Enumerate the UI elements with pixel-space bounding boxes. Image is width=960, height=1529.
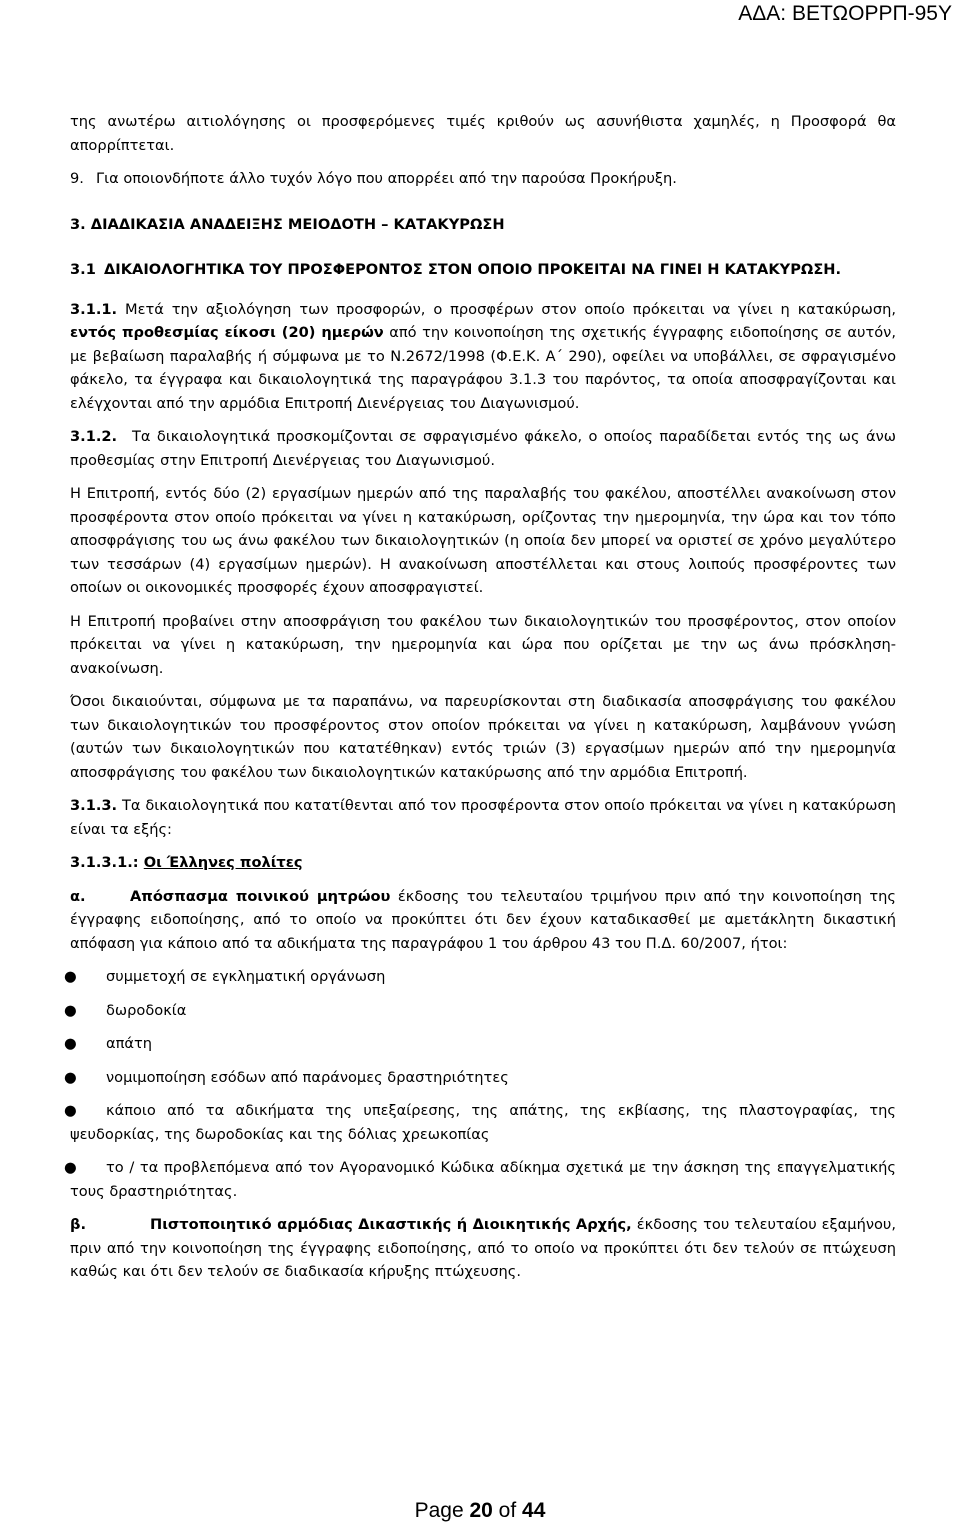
- section-3-title: ΔΙΑΔΙΚΑΣΙΑ ΑΝΑΔΕΙΞΗΣ ΜΕΙΟΔΟΤΗ – ΚΑΤΑΚΥΡΩΣΗ: [90, 215, 505, 233]
- item-9-number: 9.: [70, 170, 84, 187]
- item-a-title: Απόσπασμα ποινικού μητρώου: [130, 887, 391, 905]
- bullet-icon: ●: [64, 1001, 77, 1019]
- offences-list: [64, 965, 896, 1203]
- item-9-text: Για οποιονδήποτε άλλο τυχόν λόγο που απορρέει από την παρούσα Προκήρυξη.: [96, 170, 677, 187]
- section-3-1-title: ΔΙΚΑΙΟΛΟΓΗΤΙΚΑ ΤΟΥ ΠΡΟΣΦΕΡΟΝΤΟΣ ΣΤΟΝ ΟΠΟΙΟ ΠΡΟΚΕΙΤΑΙ ΝΑ ΓΙΝΕΙ Η ΚΑΤΑΚΥΡΩΣΗ.: [104, 261, 842, 278]
- section-3-1-heading: [70, 258, 896, 282]
- item-a: [70, 885, 896, 956]
- eligible-paragraph: Όσοι δικαιούνται, σύμφωνα με τα παραπάνω, να παρευρίσκονται στη διαδικασία αποσφράγισης του φακέλου των δικαιολογητικών του προσφέροντος στον οποίον πρόκειται να γίνει η κατακύρωση, λαμβάνουν γνώση (αυτών των δικαιολογητικών που κατατέθηκαν) εντός τριών (3) εργασίμων ημερών από την ημερομηνία αποσφράγισης του φακέλου των δικαιολογητικών κατακύρωσης από την αρμόδια Επιτροπή.: [70, 693, 896, 781]
- document-body: [64, 110, 896, 1284]
- item-9: [70, 167, 896, 191]
- intro-paragraph: της ανωτέρω αιτιολόγησης οι προσφερόμενες τιμές κριθούν ως ασυνήθιστα χαμηλές, η Προσφορά θα απορρίπτεται.: [70, 113, 896, 154]
- list-item: ● συμμετοχή σε εγκληματική οργάνωση: [70, 965, 896, 989]
- paragraph-3-1-3-text: Τα δικαιολογητικά που κατατίθενται από τον προσφέροντα στον οποίο πρόκειται να γίνει η κατακύρωση είναι τα εξής:: [70, 797, 896, 838]
- paragraph-3-1-1-text-a: Μετά την αξιολόγηση των προσφορών, ο προσφέρων στον οποίο πρόκειται να γίνει η κατακύρωση,: [125, 300, 896, 318]
- committee-paragraph-2: Η Επιτροπή προβαίνει στην αποσφράγιση του φακέλου των δικαιολογητικών του προσφέροντος, στον οποίον πρόκειται να γίνει η κατακύρωση, την ημερομηνία και ώρα που ορίζεται με την ως άνω πρόσκληση-ανακοίνωση.: [70, 612, 896, 677]
- paragraph-3-1-3-number: 3.1.3.: [70, 797, 118, 814]
- bullet-icon: ●: [64, 1102, 77, 1119]
- footer-prefix: Page: [414, 1499, 470, 1522]
- list-item: ● κάποιο από τα αδικήματα της υπεξαίρεσης, της απάτης, της εκβίασης, της πλαστογραφίας, της ψευδορκίας, της δωροδοκίας και της δόλιας χρεωκοπίας: [70, 1099, 896, 1146]
- subsection-3-1-3-1-number: 3.1.3.1.:: [70, 854, 139, 871]
- bullet-icon: ●: [64, 968, 77, 985]
- list-item: ● απάτη: [70, 1032, 896, 1056]
- paragraph-3-1-1: [70, 298, 896, 416]
- item-b-text: έκδοσης του τελευταίου εξαμήνου, πριν από την κοινοποίηση της έγγραφης ειδοποίησης, από το οποίο να προκύπτει ότι δεν τελούν σε πτώχευση καθώς και ότι δεν τελούν σε διαδικασία κήρυξης πτώχευσης.: [70, 1216, 896, 1280]
- bullet-icon: ●: [64, 1159, 77, 1176]
- paragraph-3-1-2-number: 3.1.2.: [70, 428, 118, 445]
- paragraph-3-1-2: [70, 425, 896, 472]
- list-item: ● δωροδοκία: [70, 999, 896, 1023]
- paragraph-3-1-2-text: Τα δικαιολογητικά προσκομίζονται σε σφραγισμένο φάκελο, ο οποίος παραδίδεται εντός της ως άνω προθεσμίας στην Επιτροπή Διενέργειας του Διαγωνισμού.: [70, 428, 896, 469]
- bullet-icon: ●: [64, 1068, 77, 1086]
- bullet-icon: ●: [64, 1035, 77, 1052]
- footer-middle: of: [492, 1499, 523, 1522]
- list-item: ● νομιμοποίηση εσόδων από παράνομες δραστηριότητες: [70, 1066, 896, 1090]
- page-footer: [0, 1499, 960, 1523]
- item-b-letter: β.: [70, 1216, 86, 1233]
- subsection-3-1-3-1: [70, 851, 896, 875]
- paragraph-3-1-1-text-b: από την κοινοποίηση της σχετικής έγγραφης ειδοποίησης σε αυτόν, με βεβαίωση παραλαβής ή σύμφωνα με το Ν.2672/1998 (Φ.Ε.Κ. Α΄ 290), οφείλει να υποβάλλει, σε σφραγισμένο φάκελο, τα έγγραφα και δικαιολογητικά της παραγράφου 3.1.3 του παρόντος, τα οποία αποσφραγίζονται και ελέγχονται από την αρμόδια Επιτροπή Διενέργειας του Διαγωνισμού.: [70, 324, 896, 412]
- item-a-text: έκδοσης του τελευταίου τριμήνου πριν από την κοινοποίηση της έγγραφης ειδοποίησης, από το οποίο να προκύπτει ότι δεν έχουν καταδικασθεί με αμετάκλητη δικαστική απόφαση για κάποιο από τα αδικήματα της παραγράφου 1 του άρθρου 43 του Π.Δ. 60/2007, ήτοι:: [70, 887, 896, 952]
- ada-code: ΑΔΑ: ΒΕΤΩΟΡΡΠ-95Υ: [738, 2, 952, 25]
- list-item: ● το / τα προβλεπόμενα από τον Αγορανομικό Κώδικα αδίκημα σχετικά με την άσκηση της επαγγελματικής τους δραστηριότητας.: [70, 1156, 896, 1203]
- paragraph-3-1-1-number: 3.1.1.: [70, 300, 118, 318]
- paragraph-3-1-3: [70, 794, 896, 841]
- section-3-number: 3.: [70, 215, 86, 233]
- subsection-3-1-3-1-title: Οι Έλληνες πολίτες: [143, 854, 303, 871]
- paragraph-3-1-1-deadline: εντός προθεσμίας είκοσι (20) ημερών: [70, 324, 384, 341]
- footer-page-number: 20: [469, 1499, 493, 1522]
- item-b-title: Πιστοποιητικό αρμόδιας Δικαστικής ή Διοικητικής Αρχής,: [150, 1216, 632, 1233]
- section-3-1-number: 3.1: [70, 261, 96, 278]
- footer-total-pages: 44: [522, 1499, 546, 1522]
- committee-paragraph-1: Η Επιτροπή, εντός δύο (2) εργασίμων ημερών από της παραλαβής του φακέλου, αποστέλλει ανακοίνωση στον προσφέροντα στον οποίο πρόκειται να γίνει η κατακύρωση, ορίζοντας την ημερομηνία, την ώρα και τον τόπο αποσφράγισης του ως άνω φακέλου των δικαιολογητικών (η οποία δεν μπορεί να οριστεί σε χρόνο μεγαλύτερο των τεσσάρων (4) εργασίμων ημερών). Η ανακοίνωση αποστέλλεται και στους λοιπούς προσφέροντες των οποίων οι οικονομικές προσφορές έχουν αποσφραγιστεί.: [70, 485, 896, 596]
- section-3-heading: [70, 213, 896, 237]
- item-b: [70, 1213, 896, 1284]
- item-a-letter: α.: [70, 887, 86, 905]
